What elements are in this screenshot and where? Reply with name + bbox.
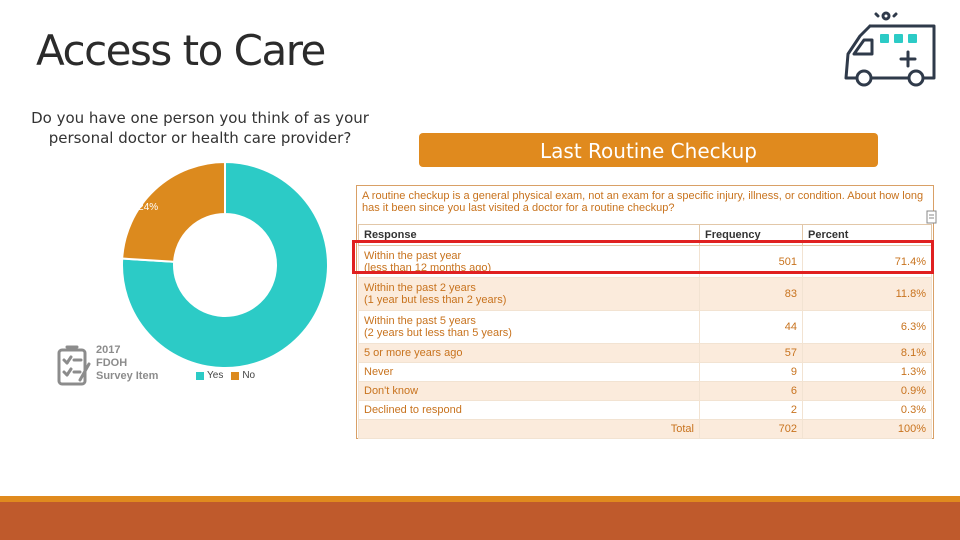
chart-legend xyxy=(196,370,255,381)
footer-bar xyxy=(0,502,960,540)
page-title: Access to Care xyxy=(36,26,325,75)
total-frequency-cell: 702 xyxy=(700,420,803,439)
response-cell: Within the past 2 years (1 year but less than 2 years) xyxy=(359,278,700,311)
table-total-row xyxy=(359,420,932,439)
table-row xyxy=(359,344,932,363)
highlight-box xyxy=(352,240,934,274)
note-icon xyxy=(926,210,938,224)
percent-cell: 0.3% xyxy=(803,401,932,420)
ambulance-icon xyxy=(842,10,938,92)
column-header-percent: Percent xyxy=(803,225,932,246)
chart-data-label-no: 24% xyxy=(138,202,159,214)
percent-cell: 8.1% xyxy=(803,344,932,363)
percent-cell: 6.3% xyxy=(803,311,932,344)
table-row xyxy=(359,401,932,420)
section-banner: Last Routine Checkup xyxy=(419,133,878,167)
total-label-cell: Total xyxy=(359,420,700,439)
legend-item-no xyxy=(231,370,255,381)
checkup-table-panel xyxy=(356,185,934,439)
table-row xyxy=(359,363,932,382)
percent-cell: 1.3% xyxy=(803,363,932,382)
legend-swatch-no xyxy=(231,372,239,380)
percent-cell: 11.8% xyxy=(803,278,932,311)
response-cell: Within the past year (less than 12 months ago) xyxy=(359,246,700,278)
frequency-cell: 57 xyxy=(700,344,803,363)
table-row xyxy=(359,311,932,344)
frequency-cell: 6 xyxy=(700,382,803,401)
badge-year: 2017 xyxy=(96,344,121,356)
survey-badge xyxy=(56,344,176,390)
column-header-frequency: Frequency xyxy=(700,225,803,246)
percent-cell: 71.4% xyxy=(803,246,932,278)
response-cell: Within the past 5 years (2 years but less than 5 years) xyxy=(359,311,700,344)
legend-label-yes: Yes xyxy=(207,370,224,381)
badge-source: FDOH xyxy=(96,357,128,369)
total-percent-cell: 100% xyxy=(803,420,932,439)
response-cell: Declined to respond xyxy=(359,401,700,420)
badge-label: Survey Item xyxy=(96,370,159,382)
legend-swatch-yes xyxy=(196,372,204,380)
response-cell: 5 or more years ago xyxy=(359,344,700,363)
checklist-icon xyxy=(56,344,92,388)
table-intro-text: A routine checkup is a general physical exam, not an exam for a specific injury, illness, or condition. About how long has it been since you last visited a doctor for a routine checkup? xyxy=(362,190,924,214)
response-cell: Never xyxy=(359,363,700,382)
frequency-cell: 83 xyxy=(700,278,803,311)
legend-item-yes xyxy=(196,370,223,381)
frequency-cell: 501 xyxy=(700,246,803,278)
table-row xyxy=(359,278,932,311)
frequency-cell: 44 xyxy=(700,311,803,344)
legend-label-no: No xyxy=(242,370,256,381)
column-header-response: Response xyxy=(359,225,700,246)
table-row xyxy=(359,382,932,401)
survey-question: Do you have one person you think of as your personal doctor or health care provider? xyxy=(31,109,369,147)
percent-cell: 0.9% xyxy=(803,382,932,401)
response-cell: Don't know xyxy=(359,382,700,401)
frequency-cell: 2 xyxy=(700,401,803,420)
frequency-cell: 9 xyxy=(700,363,803,382)
chart-data-label-yes: 76% xyxy=(311,385,332,397)
